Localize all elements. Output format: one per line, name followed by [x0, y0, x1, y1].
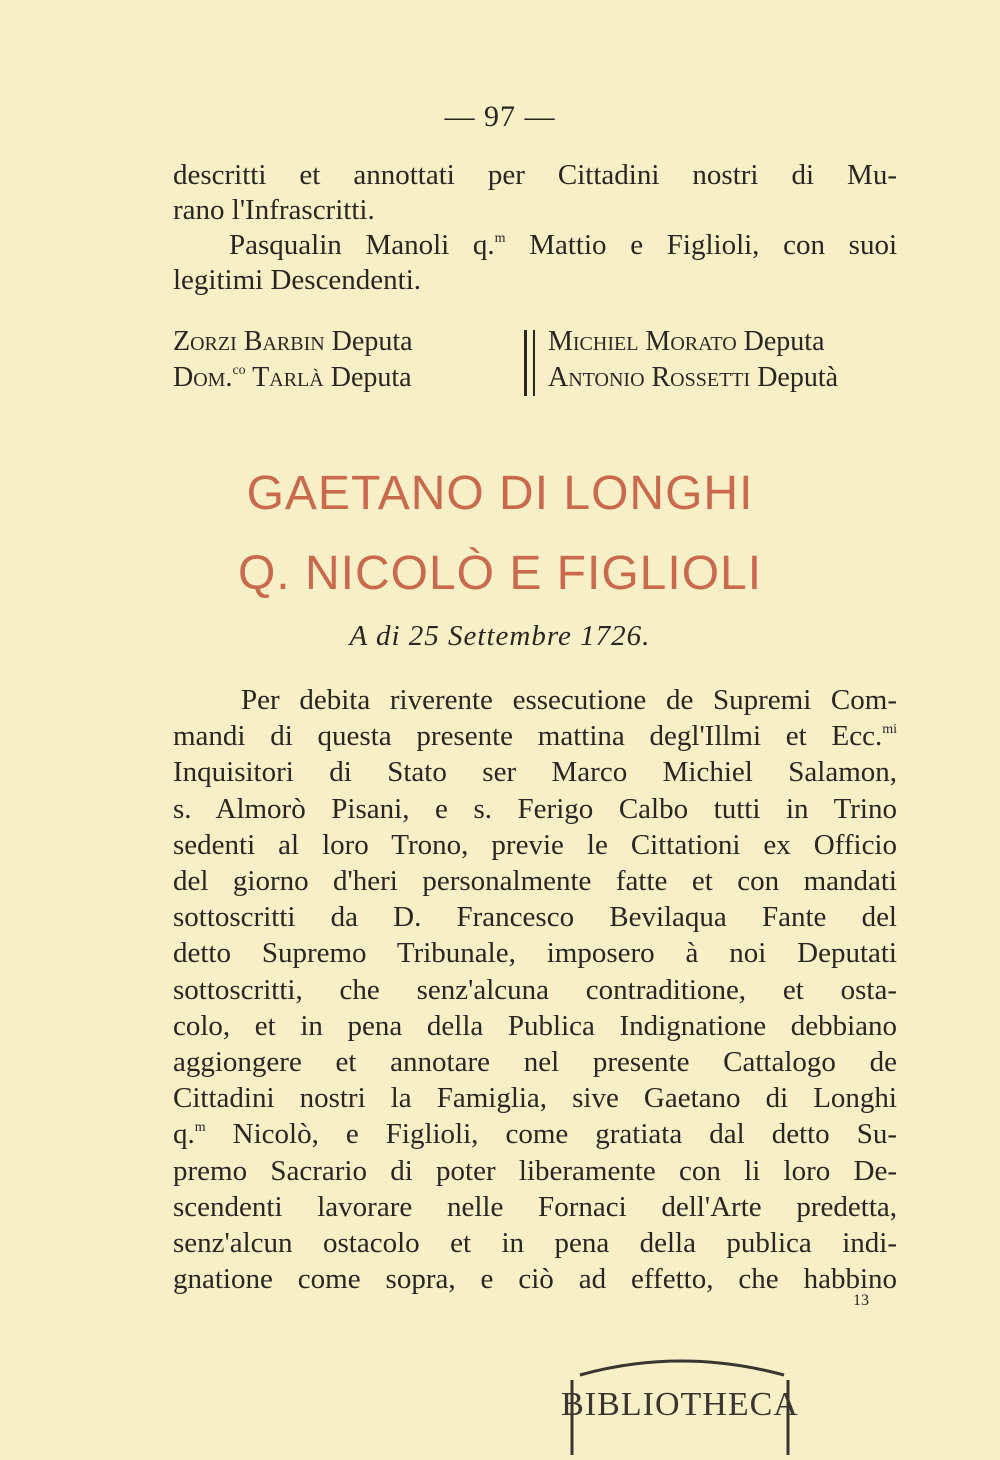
signature-name: Antonio Rossetti [548, 362, 751, 393]
body-line: sottoscritti, che senz'alcuna contraditione, et osta- [173, 973, 897, 1006]
page-number: — 97 — [444, 100, 556, 133]
signature-name-2: Tarlà [245, 362, 324, 393]
stamp-graphic [560, 1355, 800, 1455]
title-line-2: Q. NICOLÒ E FIGLIOLI [237, 547, 763, 600]
signature-right-1 [548, 324, 838, 360]
body-line: Cittadini nostri la Famiglia, sive Gaetano di Longhi [173, 1082, 897, 1115]
signature-name: Michiel Morato [548, 326, 737, 357]
date-line: A di 25 Settembre 1726. [349, 620, 651, 652]
body-line: premo Sacrario di poter liberamente con li loro De- [173, 1154, 897, 1187]
body-line: detto Supremo Tribunale, imposero à noi Deputati [173, 937, 897, 970]
body-line-2-a: mandi di questa presente mattina degl'Illmi et Ecc. [173, 720, 883, 753]
body-line: scendenti lavorare nelle Fornaci dell'Arte predetta, [173, 1190, 897, 1223]
signature-name: Zorzi Barbin [173, 326, 325, 357]
body-line: senz'alcun ostacolo et in pena della publica indi- [173, 1227, 897, 1260]
body-line-13-a: q. [173, 1118, 195, 1151]
title-line-1: GAETANO DI LONGHI [246, 467, 754, 520]
signature-role: Deputa [736, 326, 825, 357]
signature-role: Deputà [750, 362, 839, 393]
signature-role: Deputa [324, 326, 413, 357]
signature-right-2 [548, 360, 838, 396]
signature-name: Dom. [173, 362, 233, 393]
signature-divider [524, 330, 535, 396]
signature-role: Deputa [323, 362, 412, 393]
body-line: sottoscritti da D. Francesco Bevilaqua Fante del [173, 901, 897, 934]
intro-line-1: descritti et annottati per Cittadini nostri di Mu- [173, 159, 897, 191]
body-line: gnatione come sopra, e ciò ad effetto, che habbino [173, 1263, 897, 1296]
body-paragraph [173, 682, 897, 1297]
signatures-left [173, 324, 413, 396]
intro-line-4: legitimi Descendenti. [173, 264, 422, 296]
body-line-2-sup: mi [882, 722, 897, 738]
intro-line-3-b: Mattio e Figlioli, con suoi [505, 229, 897, 261]
body-line-2 [173, 718, 897, 754]
stamp-text: BIBLIOTHECA [561, 1386, 799, 1423]
body-line: aggiongere et annotare nel presente Cattalogo de [173, 1046, 897, 1079]
body-line: sedenti al loro Trono, previe le Cittationi ex Officio [173, 828, 897, 861]
intro-line-3-a: Pasqualin Manoli q. [229, 229, 495, 261]
body-line-13-b: Nicolò, e Figlioli, come gratiata dal detto Su- [205, 1118, 897, 1151]
body-line: del giorno d'heri personalmente fatte et con mandati [173, 865, 897, 898]
signature-sup: co [232, 363, 246, 378]
signatures-right [548, 324, 838, 396]
signature-mark: 13 [853, 1292, 869, 1309]
intro-line-3-sup: m [494, 231, 506, 246]
intro-line-2: rano l'Infrascritti. [173, 194, 375, 226]
library-stamp [560, 1355, 800, 1455]
body-line: Inquisitori di Stato ser Marco Michiel Salamon, [173, 756, 897, 789]
body-line-13 [173, 1116, 897, 1152]
body-line: colo, et in pena della Publica Indignatione debbiano [173, 1009, 897, 1042]
body-line-1: Per debita riverente essecutione de Supremi Com- [241, 684, 897, 716]
intro-paragraph [173, 158, 897, 298]
body-line-13-sup: m [194, 1120, 206, 1136]
intro-line-3 [173, 228, 897, 263]
signature-left-1 [173, 324, 413, 360]
body-line: s. Almorò Pisani, e s. Ferigo Calbo tutti in Trino [173, 792, 897, 825]
signature-left-2 [173, 360, 413, 396]
